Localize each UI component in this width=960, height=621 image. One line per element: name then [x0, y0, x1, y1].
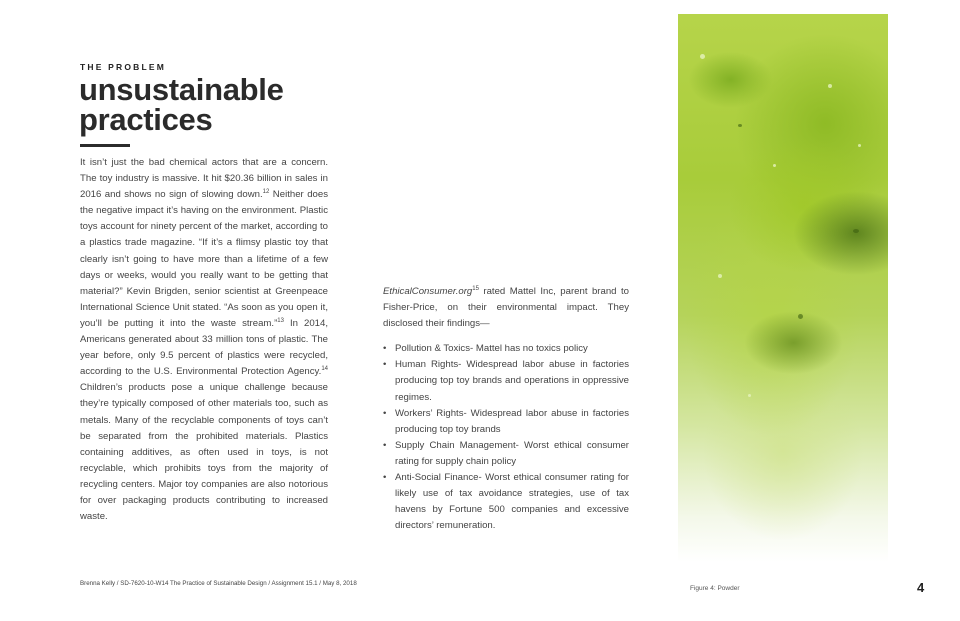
powder-speck [748, 394, 751, 397]
section-kicker: THE PROBLEM [80, 62, 167, 72]
bullet-icon: • [383, 439, 387, 451]
list-item-text: Human Rights- Widespread labor abuse in factories producing top toy brands and operations in oppressive regimes. [395, 359, 629, 403]
powder-speck [700, 54, 705, 59]
footnote-ref[interactable]: 13 [277, 317, 284, 324]
source-name: EthicalConsumer.org [383, 286, 473, 297]
body-text: In 2014, Americans generated about 33 million tons of plastic. The year before, only 9.5 percent of plastics were recycled, according to the U.S. Environmental Protection Agency. [80, 317, 329, 378]
powder-speck [798, 314, 803, 319]
footnote-ref[interactable]: 12 [262, 189, 270, 195]
page-title-line-2: practices [79, 102, 213, 137]
body-text: Neither does the negative impact it’s having on the environment. Plastic toys account for ninety percent of the market, according to a plastics trade magazine. “If it’s a flimsy plastic toy that clearly isn’t going to have more than a lifetime of a few days or weeks, would you really want to be getting that material?” Kevin Brigden, senior scientist at Greenpeace International Science Unit stated. “As soon as you open it, you’ll be putting it into the waste stream.” [80, 189, 328, 329]
list-item [383, 406, 629, 438]
list-item-text: Supply Chain Management- Worst ethical consumer rating for supply chain policy [395, 439, 629, 467]
powder-speck [853, 229, 859, 233]
figure-caption: Figure 4: Powder [690, 585, 740, 592]
list-item [383, 357, 629, 405]
powder-speck [858, 144, 861, 147]
list-item [383, 341, 629, 357]
list-item [383, 470, 629, 534]
powder-speck [773, 164, 776, 167]
bullet-icon: • [383, 359, 387, 371]
footnote-ref[interactable]: 15 [472, 285, 479, 292]
powder-speck [718, 274, 722, 278]
footnote-ref[interactable]: 14 [321, 366, 328, 373]
list-item-text: Anti-Social Finance- Worst ethical consumer rating for likely use of tax avoidance strategies, use of tax havens by Fortune 500 companies and excessive directors’ remuneration. [395, 472, 629, 532]
footer-credit: Brenna Kelly / SD-7620-10-W14 The Practice of Sustainable Design / Assignment 15.1 / May 8, 2018 [80, 580, 357, 587]
intro-text: rated Mattel Inc, parent brand to Fisher-Price, on their environmental impact. They disclosed their findings— [383, 286, 629, 330]
page-title-line-1: unsustainable [79, 72, 284, 107]
powder-speck [738, 124, 742, 127]
page-number: 4 [917, 580, 925, 595]
body-text: It isn’t just the bad chemical actors that are a concern. The toy industry is massive. It hit $20.36 billion in sales in 2016 and shows no sign of slowing down. [80, 157, 328, 201]
bullet-icon: • [383, 343, 387, 355]
page-title [79, 72, 284, 137]
title-divider [80, 144, 130, 147]
findings-column [383, 284, 629, 534]
body-text: Children’s products pose a unique challenge because they’re typically composed of other materials too, such as metals. Many of the recyclable components of toys can’t be separated from the prohibited materials. Plastics containing additives, as often used in toys, is not recyclable, which prohibits toys from the majority of recycling centers. Major toy companies are also notorious for over packaging products contributing to increased waste. [80, 382, 328, 523]
list-item [383, 438, 629, 470]
powder-speck [828, 84, 832, 88]
powder-photo [678, 14, 888, 562]
findings-intro [383, 284, 629, 332]
bullet-icon: • [383, 407, 387, 419]
body-paragraph-left [80, 155, 328, 525]
bullet-icon: • [383, 472, 387, 484]
list-item-text: Pollution & Toxics- Mattel has no toxics policy [395, 343, 588, 355]
findings-list [383, 341, 629, 534]
list-item-text: Workers’ Rights- Widespread labor abuse in factories producing top toy brands [395, 407, 629, 435]
